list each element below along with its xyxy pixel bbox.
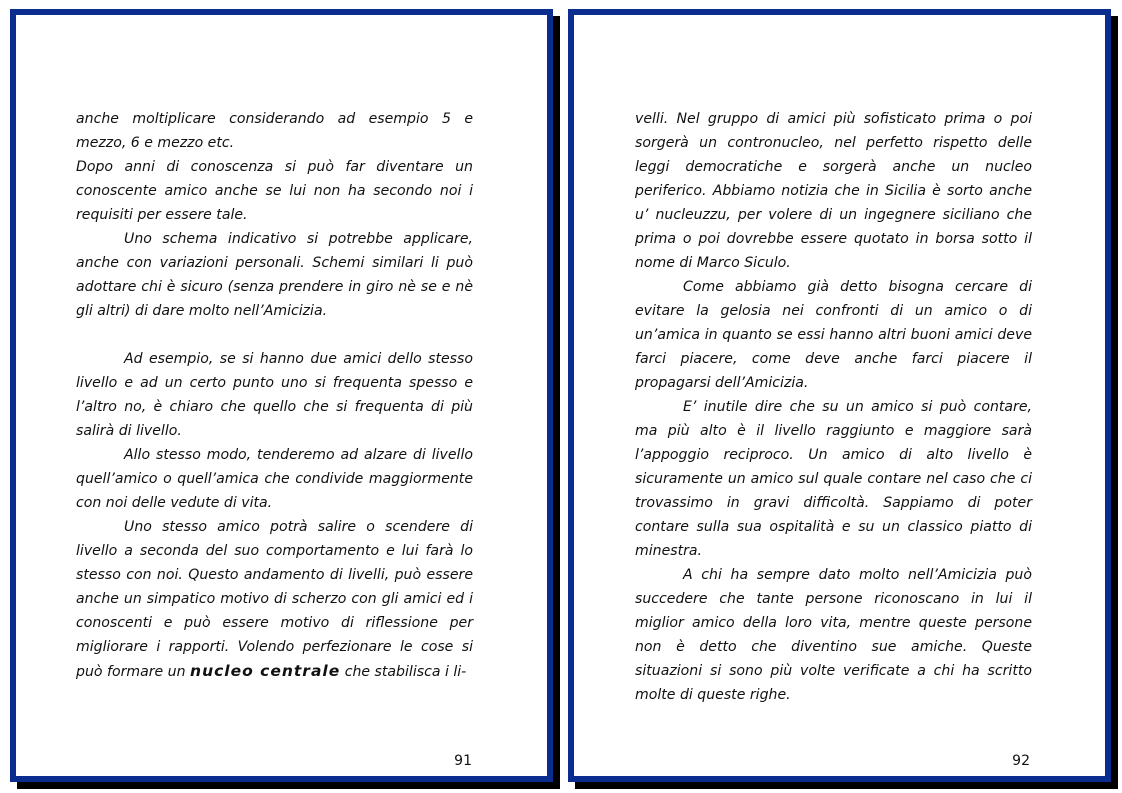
paragraph: A chi ha sempre dato molto nell’Amicizia può succedere che tante persone riconoscano in lui il miglior amico della loro vita, mentre queste persone non è detto che diventino sue amiche. Queste situazioni si sono più volte verificate a chi ha scritto molte di queste righe. [635, 567, 1032, 703]
book-page-right [568, 9, 1111, 782]
paragraph: E’ inutile dire che su un amico si può contare, ma più alto è il livello raggiunto e maggiore sarà l’appoggio reciproco. Un amico di alto livello è sicuramente un amico sul quale contare nel caso che ci trovassimo in gravi difficoltà. Sappiamo di poter contare sulla sua ospitalità e su un classico piatto di minestra. [635, 399, 1032, 559]
paragraph: Allo stesso modo, tenderemo ad alzare di livello quell’amico o quell’amica che condivide maggiormente con noi delle vedute di vita. [76, 447, 473, 511]
paragraph: velli. Nel gruppo di amici più sofisticato prima o poi sorgerà un contronucleo, nel perfetto rispetto delle leggi democratiche e sorgerà anche un nucleo periferico. Abbiamo notizia che in Sicilia è sorto anche u’ nucleuzzu, per volere di un ingegnere siciliano che prima o poi dovrebbe essere quotato in borsa sotto il nome di Marco Siculo. [635, 111, 1032, 271]
page-body-text [76, 107, 473, 684]
page-body-text [635, 107, 1032, 707]
paragraph-text: Uno stesso amico potrà salire o scendere di livello a seconda del suo comportamento e lui farà lo stesso con noi. Questo andamento di livelli, può essere anche un simpatico motivo di scherzo con gli amici ed i conoscenti e può essere motivo di riflessione per migliorare i rapporti. Volendo perfezionare le cose si può formare un [76, 519, 473, 680]
paragraph-with-emphasis [76, 515, 473, 684]
paragraph-spacer [76, 323, 473, 347]
page-number: 91 [454, 753, 472, 769]
emphasis-nucleo-centrale: nucleo centrale [190, 662, 341, 680]
paragraph: Come abbiamo già detto bisogna cercare di evitare la gelosia nei confronti di un amico o di un’amica in quanto se essi hanno altri buoni amici deve farci piacere, come deve anche farci piacere il propagarsi dell’Amicizia. [635, 279, 1032, 391]
paragraph: Ad esempio, se si hanno due amici dello stesso livello e ad un certo punto uno si frequenta spesso e l’altro no, è chiaro che quello che si frequenta di più salirà di livello. [76, 351, 473, 439]
paragraph: anche moltiplicare considerando ad esempio 5 e mezzo, 6 e mezzo etc. [76, 111, 473, 151]
paragraph: Uno schema indicativo si potrebbe applicare, anche con variazioni personali. Schemi similari li può adottare chi è sicuro (senza prendere in giro nè se e nè gli altri) di dare molto nell’Amicizia. [76, 231, 473, 319]
book-page-left [10, 9, 553, 782]
page-number: 92 [1012, 753, 1030, 769]
paragraph-text-end: che stabilisca i li- [344, 664, 467, 680]
paragraph: Dopo anni di conoscenza si può far diventare un conoscente amico anche se lui non ha secondo noi i requisiti per essere tale. [76, 159, 473, 223]
